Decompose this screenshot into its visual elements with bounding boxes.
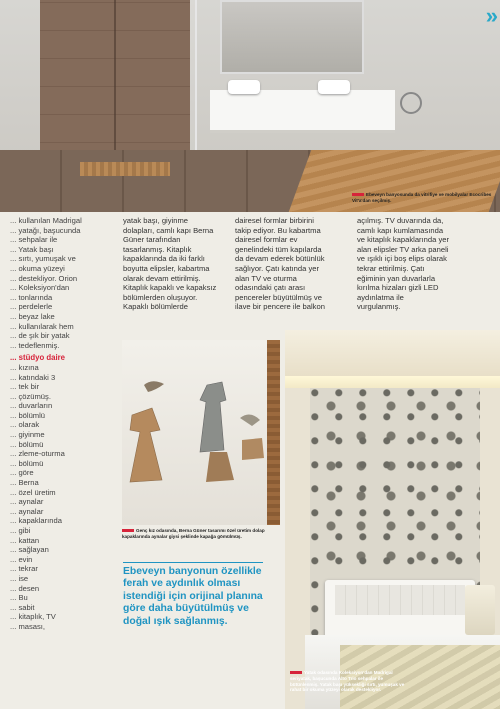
text-line: ... gibi: [10, 526, 31, 535]
text-line: takip ediyor. Bu kabartma: [235, 225, 321, 235]
text-line: açılmış. TV duvarında da,: [357, 216, 444, 225]
text-line: ... evin: [10, 554, 33, 564]
bedroom-photo: [285, 330, 500, 709]
text-line: alan TV ve oturma: [235, 273, 297, 283]
text-line: ... kızına: [10, 362, 39, 372]
text-line: tasarlanmış. Kitaplık: [123, 244, 192, 254]
bathroom-mirror: [220, 0, 364, 74]
caption-text: Yatak odasında Koleksiyon'dan Madrigal seriyatak, başucunda Alto Trio sehpalar ile bütünlenmiş. Yatak başı yüksekliği sırtı, yumuşak ve rahat bir okuma yüzeyi olarak destekliyor.: [290, 670, 405, 693]
text-line: ... özel üretim: [10, 487, 56, 497]
text-line: ... tek bir: [10, 382, 40, 392]
sink: [318, 80, 350, 94]
wardrobe-photo-caption: [122, 528, 282, 540]
text-line: ... tekrar: [10, 564, 38, 574]
text-line: ... Bu: [10, 593, 28, 603]
text-line: ... göre: [10, 468, 34, 478]
shower-tray: [80, 162, 170, 176]
caption-marker: [122, 529, 134, 532]
text-line: genelindeki tüm kapılarda: [235, 244, 322, 254]
text-line: ... katındaki 3: [10, 372, 56, 382]
text-line: ve ışıklı içi boş elips olarak: [357, 254, 447, 264]
text-column-3: [235, 216, 345, 312]
text-line: ... sehpalar ile: [10, 235, 58, 245]
text-line: ... aynalar: [10, 506, 44, 516]
text-line: dairesel formlar ev: [235, 235, 298, 245]
text-column-1: [10, 216, 110, 632]
text-line: pencereler büyütülmüş ve: [235, 292, 322, 302]
text-line: alan elipsler TV arka paneli: [357, 244, 449, 254]
caption-text: Ebeveyn banyosunda da vitrifiye ve mobilyalar Ecocribes Vit'a'dan seçilmiş.: [352, 192, 492, 203]
text-line: Kitaplık kapaklı ve kapaksız: [123, 283, 217, 293]
text-line: ... aynalar: [10, 497, 44, 507]
caption-text: Genç kız odasında, Berna Güner tasarımı özel üretim dolap kapaklarında aynalar giysi şeklinde kapağa gömülmüş.: [122, 528, 265, 539]
text-column-2: [123, 216, 238, 312]
text-line: kırılma hizaları gizli LED: [357, 283, 439, 293]
text-line: ... duvarların: [10, 401, 53, 411]
text-line: vurgulanmış.: [357, 302, 401, 312]
shower-glass: [40, 0, 197, 170]
text-line: ... okuma yüzeyi: [10, 263, 65, 273]
text-line: Kapaklı bölümlerde: [123, 302, 189, 312]
garment-mirror-inlays: [122, 340, 280, 525]
text-line: ... bölümü: [10, 458, 44, 468]
text-line: ... Yatak başı: [10, 244, 54, 254]
bedroom-photo-caption: [290, 670, 410, 693]
text-line: ... sabit: [10, 602, 35, 612]
bedside-lamp: [465, 585, 495, 635]
text-line: ... giyinme: [10, 430, 45, 440]
text-line: ... Koleksiyon'dan: [10, 283, 70, 293]
text-line: dolapları, camlı kapı Berna: [123, 225, 214, 235]
bathroom-photo-caption: [352, 192, 492, 204]
text-line: ... sırtı, yumuşak ve: [10, 254, 76, 264]
text-line: sağlıyor. Çatı katında yer: [235, 263, 319, 273]
text-line: bölümlerden oluşuyor.: [123, 292, 198, 302]
pull-quote: Ebeveyn banyonun özellikle ferah ve aydınlık olması istendiği için orijinal planına göre daha büyütülmüş ve doğal ışık sağlanmış.: [123, 562, 263, 628]
ceiling: [285, 330, 500, 376]
text-line: ... desen: [10, 583, 40, 593]
text-line: ... tonlarında: [10, 292, 53, 302]
text-line: ... kapaklarında: [10, 516, 62, 526]
text-line: ilave bir pencere ile balkon: [235, 302, 325, 312]
text-line: ... kullanılan Madrigal: [10, 216, 82, 225]
caption-marker: [290, 671, 302, 674]
led-cove-light: [285, 376, 500, 388]
text-line: Güner tarafından: [123, 235, 181, 245]
text-line: eğiminin yan duvarlarla: [357, 273, 436, 283]
bathroom-photo: [0, 0, 500, 212]
text-line: ... de şık bir yatak: [10, 331, 70, 341]
text-line: ... masası,: [10, 621, 46, 631]
section-subheading: ... stüdyo daire: [10, 353, 66, 363]
text-line: ... destekliyor. Orion: [10, 273, 78, 283]
text-line: ... bölümlü: [10, 410, 46, 420]
text-line: ... kitaplık, TV: [10, 612, 56, 622]
text-line: da devam ederek bütünlük: [235, 254, 325, 264]
text-line: ... zleme-oturma: [10, 449, 65, 459]
text-line: odasındaki çatı arası: [235, 283, 306, 293]
text-line: boyutta elipsler, kabartma: [123, 263, 210, 273]
sink: [228, 80, 260, 94]
text-line: aydınlatma ile: [357, 292, 404, 302]
text-line: ... çözümüş.: [10, 391, 51, 401]
text-line: camlı kapı kumlamasında: [357, 225, 444, 235]
text-line: tekrar ettirilmiş. Çatı: [357, 263, 425, 273]
text-column-4: [357, 216, 489, 312]
wardrobe-photo: [122, 340, 280, 525]
vanity-cabinet: [210, 90, 395, 133]
text-line: ... Berna: [10, 478, 39, 488]
text-line: ve kitaplık kapaklarında yer: [357, 235, 450, 245]
text-line: kapaklarında da iki farklı: [123, 254, 205, 264]
text-line: dairesel formlar birbirini: [235, 216, 314, 225]
text-line: ... yatağı, başucunda: [10, 225, 81, 235]
next-page-chevron-icon: »: [485, 3, 492, 28]
text-line: ... bölümü: [10, 439, 44, 449]
text-line: ... ise: [10, 573, 29, 583]
text-line: ... kattan: [10, 535, 40, 545]
text-line: ... beyaz lake: [10, 311, 55, 321]
text-line: ... olarak: [10, 420, 40, 430]
text-line: yatak başı, giyinme: [123, 216, 188, 225]
text-line: olarak devam ettirilmiş.: [123, 273, 201, 283]
text-line: ... perdelerle: [10, 302, 53, 312]
towel-ring: [400, 92, 422, 114]
text-line: ... sağlayan: [10, 545, 49, 555]
text-line: ... tedeflenmiş.: [10, 340, 60, 350]
text-line: ... kullanılarak hem: [10, 321, 74, 331]
caption-marker: [352, 193, 364, 196]
